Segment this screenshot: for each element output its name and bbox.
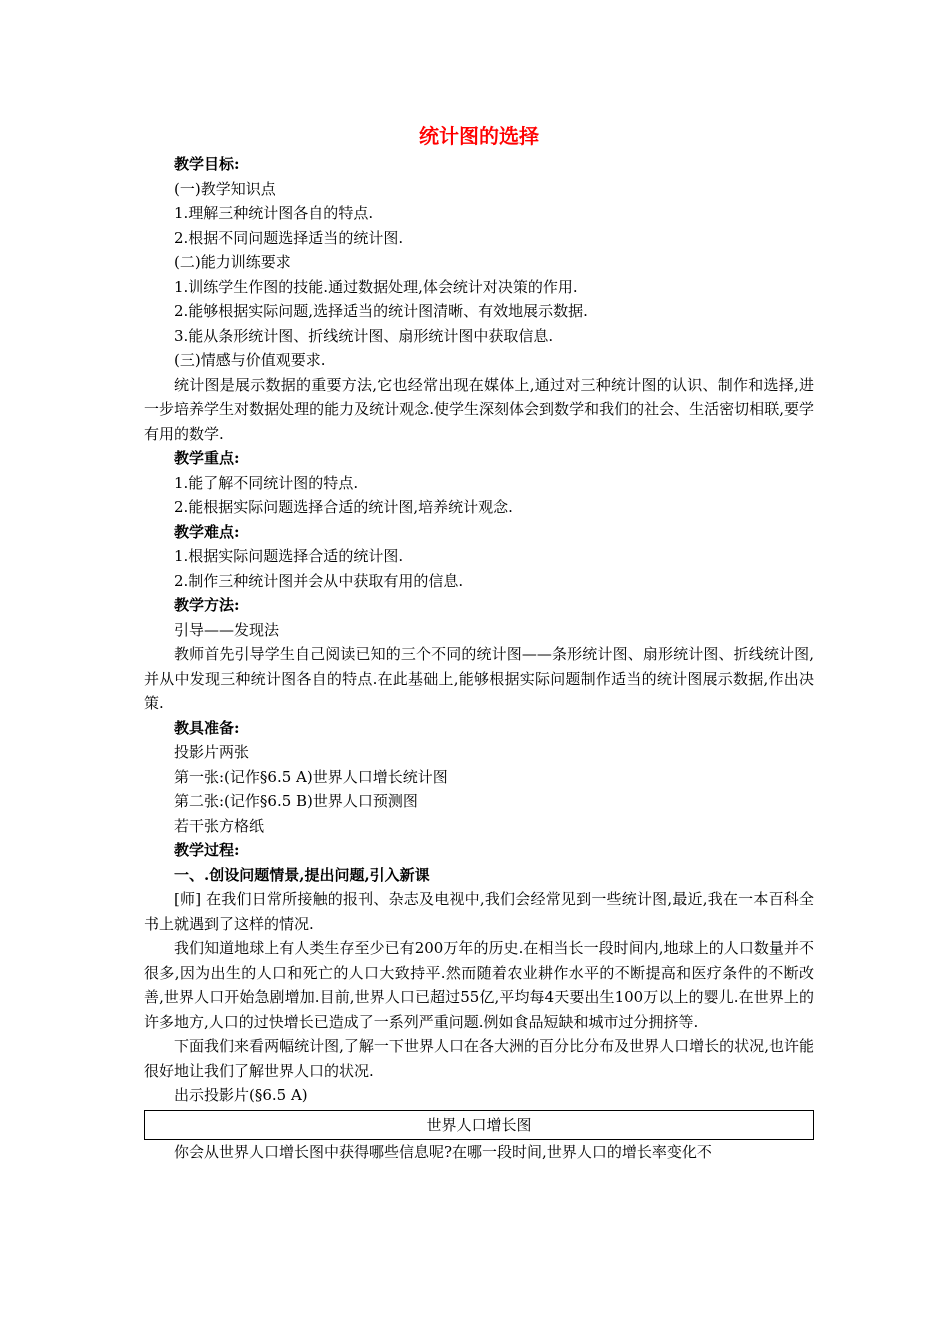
ability-item: 3.能从条形统计图、折线统计图、扇形统计图中获取信息. xyxy=(174,326,554,345)
tool-item: 投影片两张 xyxy=(174,743,250,761)
tool-item: 若干张方格纸 xyxy=(174,816,265,835)
key-point-item: 2.能根据实际问题选择合适的统计图,培养统计观念. xyxy=(174,498,513,516)
ability-item: 2.能够根据实际问题,选择适当的统计图清晰、有效地展示数据. xyxy=(174,302,588,320)
ability-heading: (二)能力训练要求 xyxy=(174,253,291,271)
key-points-heading: 教学重点: xyxy=(174,449,240,467)
emotion-heading: (三)情感与价值观要求. xyxy=(174,351,326,369)
tools-heading: 教具准备: xyxy=(174,718,240,737)
difficulties-heading: 教学难点: xyxy=(174,522,240,541)
method-name: 引导——发现法 xyxy=(174,620,280,639)
process-paragraph: 下面我们来看两幅统计图,了解一下世界人口在各大洲的百分比分布及世界人口增长的状况,也许能很好地让我们了解世界人口的状况. xyxy=(144,1037,814,1080)
difficulty-item: 1.根据实际问题选择合适的统计图. xyxy=(174,547,404,565)
knowledge-item: 1.理解三种统计图各自的特点. xyxy=(174,204,374,222)
key-point-item: 1.能了解不同统计图的特点. xyxy=(174,473,359,492)
difficulty-item: 2.制作三种统计图并会从中获取有用的信息. xyxy=(174,571,464,590)
knowledge-heading: (一)教学知识点 xyxy=(174,179,276,198)
document-page xyxy=(144,120,814,1164)
methods-heading: 教学方法: xyxy=(174,596,240,614)
show-slide-line: 出示投影片(§6.5 A) xyxy=(174,1086,308,1104)
slide-caption-box xyxy=(144,1110,814,1140)
process-section-heading: 一、.创设问题情景,提出问题,引入新课 xyxy=(174,865,430,884)
tool-item: 第二张:(记作§6.5 B)世界人口预测图 xyxy=(174,792,418,810)
process-paragraph: [师] 在我们日常所接触的报刊、杂志及电视中,我们会经常见到一些统计图,最近,我在一本百科全书上就遇到了这样的情况. xyxy=(144,890,814,933)
slide-caption: 世界人口增长图 xyxy=(426,1115,532,1134)
process-paragraph: 我们知道地球上有人类生存至少已有200万年的历史.在相当长一段时间内,地球上的人口数量并不很多,因为出生的人口和死亡的人口大致持平.然而随着农业耕作水平的不断提高和医疗条件的不断改善,世界人口开始急剧增加.目前,世界人口已超过55亿,平均每4天要出生100万以上的婴儿.在世界上的许多地方,人口的过快增长已造成了一系列严重问题.例如食品短缺和城市过分拥挤等. xyxy=(144,939,814,1031)
ability-item: 1.训练学生作图的技能.通过数据处理,体会统计对决策的作用. xyxy=(174,277,578,296)
question-line: 你会从世界人口增长图中获得哪些信息呢?在哪一段时间,世界人口的增长率变化不 xyxy=(174,1142,712,1161)
process-heading: 教学过程: xyxy=(174,841,240,859)
goals-heading: 教学目标: xyxy=(174,155,240,173)
methods-paragraph: 教师首先引导学生自己阅读已知的三个不同的统计图——条形统计图、扇形统计图、折线统计图,并从中发现三种统计图各自的特点.在此基础上,能够根据实际问题制作适当的统计图展示数据,作出决策. xyxy=(144,645,814,712)
knowledge-item: 2.根据不同问题选择适当的统计图. xyxy=(174,228,404,247)
emotion-paragraph: 统计图是展示数据的重要方法,它也经常出现在媒体上,通过对三种统计图的认识、制作和选择,进一步培养学生对数据处理的能力及统计观念.使学生深刻体会到数学和我们的社会、生活密切相联,要学有用的数学. xyxy=(144,375,814,443)
document-title: 统计图的选择 xyxy=(419,124,539,148)
tool-item: 第一张:(记作§6.5 A)世界人口增长统计图 xyxy=(174,767,448,786)
